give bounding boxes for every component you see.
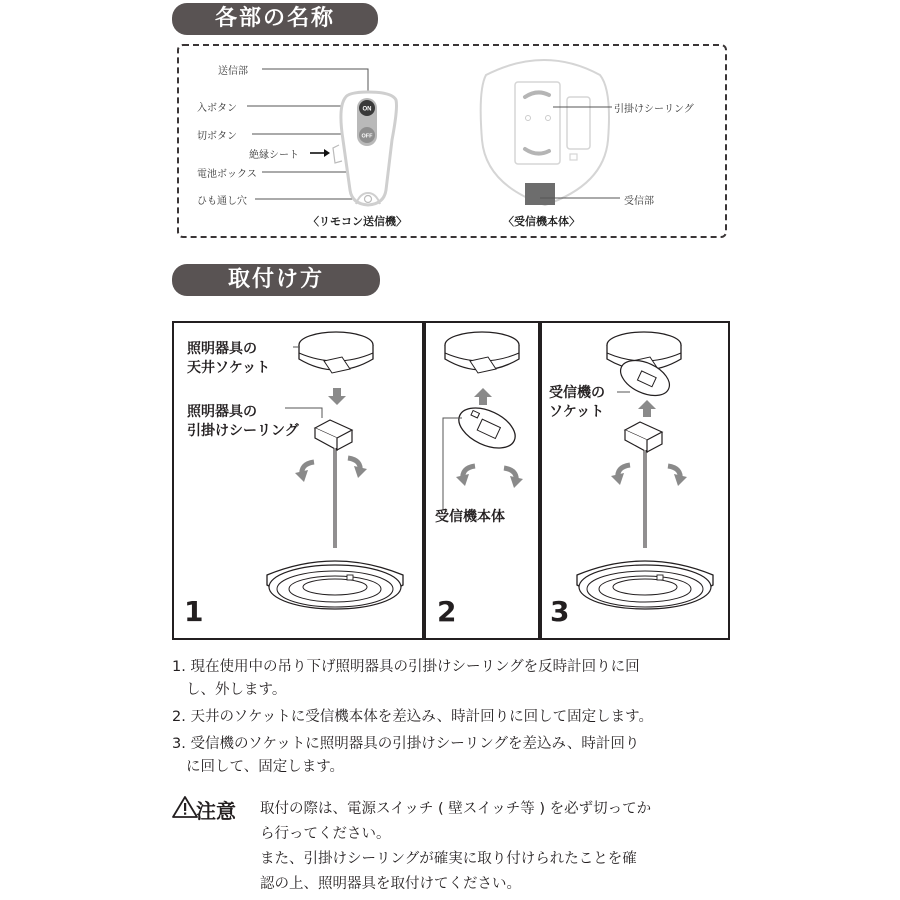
receiver-caption: 〈受信機本体〉 (503, 215, 580, 228)
label-receiver-unit: 受信部 (624, 196, 654, 207)
step3-label-receiver-socket: 受信機の ソケット (549, 385, 605, 420)
section-title-parts-text: 各部の名称 (214, 6, 335, 31)
remote-caption: 〈リモコン送信機〉 (308, 215, 407, 228)
label-insulation-sheet: 絶縁シート (249, 150, 299, 161)
caution-title: 注意 (196, 799, 236, 823)
step-number-3: 3 (550, 595, 570, 628)
instruction-1: 1. 現在使用中の吊り下げ照明器具の引掛けシーリングを反時計回りに回 し、外します。 (172, 659, 640, 698)
step1-label-socket: 照明器具の 天井ソケット (187, 341, 271, 376)
label-on-button: 入ボタン (197, 103, 237, 114)
step-number-1: 1 (184, 595, 204, 628)
step-number-2: 2 (437, 595, 457, 628)
instruction-2: 2. 天井のソケットに受信機本体を差込み、時計回りに回して固定します。 (172, 709, 653, 725)
label-strap-hole: ひも通し穴 (197, 196, 247, 207)
instruction-3: 3. 受信機のソケットに照明器具の引掛けシーリングを差込み、時計回り に回して、固定します。 (172, 736, 640, 775)
label-battery-box: 電池ボックス (197, 169, 257, 180)
warning-triangle-icon (172, 795, 198, 819)
caution-text: 取付の際は、電源スイッチ ( 壁スイッチ等 ) を必ず切ってか ら行ってください。 また、引掛けシーリングが確実に取り付けられたことを確 認の上、照明器具を取付けてください。 (260, 801, 652, 892)
step1-label-ceiling-hook: 照明器具の 引掛けシーリング (187, 404, 299, 439)
label-off-button: 切ボタン (197, 131, 237, 142)
label-transmitter: 送信部 (218, 66, 248, 77)
on-button-label: ON (362, 106, 372, 113)
off-button-label: OFF (361, 133, 373, 140)
step2-label-receiver-body: 受信機本体 (435, 509, 505, 525)
label-ceiling-hook: 引掛けシーリング (614, 104, 694, 115)
section-title-install-text: 取付け方 (227, 267, 324, 292)
